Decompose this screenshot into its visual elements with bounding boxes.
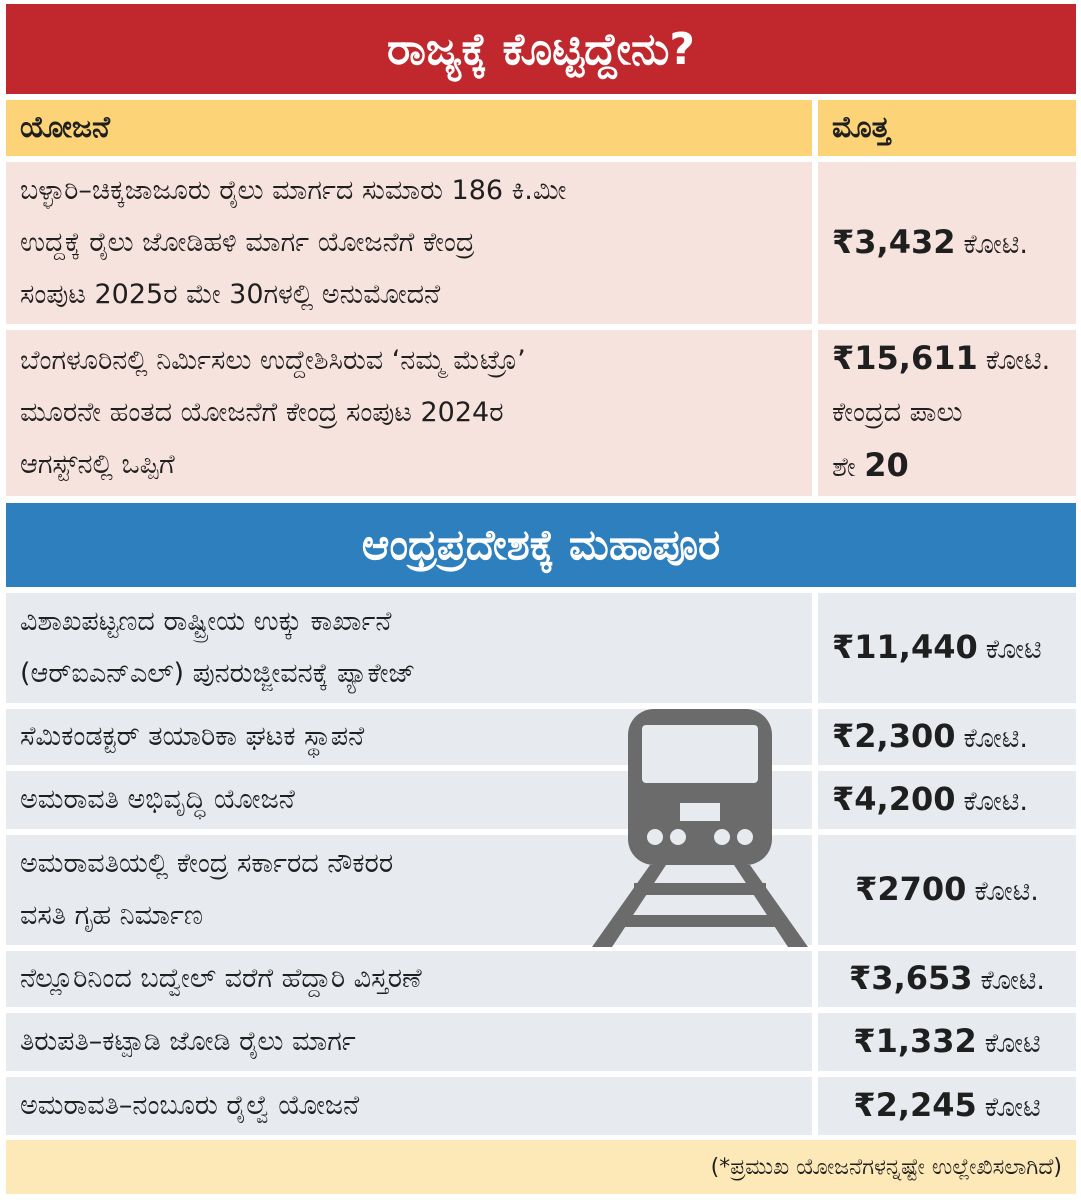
amount-value: ₹1,332 ಕೋಟಿ	[853, 1021, 1041, 1060]
amount-value: ₹3,653 ಕೋಟಿ.	[849, 958, 1045, 997]
amount-value: ₹2700 ಕೋಟಿ.	[855, 869, 1039, 908]
amount-value: ₹4,200 ಕೋಟಿ.	[832, 779, 1028, 818]
table-row	[6, 1013, 1076, 1071]
table-row	[6, 1077, 1076, 1135]
table-row	[6, 771, 1076, 829]
table-row	[6, 835, 1076, 945]
scheme-description: ಅಮರಾವತಿಯಲ್ಲಿ ಕೇಂದ್ರ ಸರ್ಕಾರದ ನೌಕರರ ವಸತಿ ಗೃಹ ನಿರ್ಮಾಣ	[20, 848, 394, 931]
scheme-description: ತಿರುಪತಿ–ಕಟ್ಪಾಡಿ ಜೋಡಿ ರೈಲು ಮಾರ್ಗ	[6, 1013, 812, 1071]
central-share-value: ಶೇ 20	[832, 446, 909, 484]
table-header	[6, 100, 1076, 156]
table-row	[6, 951, 1076, 1007]
scheme-description: ನೆಲ್ಲೂರಿನಿಂದ ಬದ್ವೇಲ್ ವರೆಗೆ ಹೆದ್ದಾರಿ ವಿಸ್ತರಣೆ	[6, 951, 812, 1007]
amount-column-header: ಮೊತ್ತ	[818, 100, 1076, 156]
karnataka-title: ರಾಜ್ಯಕ್ಕೆ ಕೊಟ್ಟಿದ್ದೇನು?	[6, 4, 1076, 94]
table-row	[6, 162, 1076, 324]
amount-value: ₹3,432 ಕೋಟಿ.	[832, 222, 1028, 261]
scheme-description: ಸೆಮಿಕಂಡಕ್ಟರ್ ತಯಾರಿಕಾ ಘಟಕ ಸ್ಥಾಪನೆ	[6, 709, 812, 765]
footnote: (*ಪ್ರಮುಖ ಯೋಜನೆಗಳನ್ನಷ್ಟೇ ಉಲ್ಲೇಖಿಸಲಾಗಿದೆ)	[6, 1140, 1076, 1194]
scheme-column-header: ಯೋಜನೆ	[6, 100, 812, 156]
amount-value: ₹15,611 ಕೋಟಿ. ಕೇಂದ್ರದ ಪಾಲು ಶೇ 20	[832, 332, 1050, 494]
table-row	[6, 330, 1076, 496]
central-share-label: ಕೇಂದ್ರದ ಪಾಲು	[832, 397, 963, 428]
scheme-description: ಅಮರಾವತಿ ಅಭಿವೃದ್ಧಿ ಯೋಜನೆ	[6, 771, 812, 829]
scheme-description: ಬೆಂಗಳೂರಿನಲ್ಲಿ ನಿರ್ಮಿಸಲು ಉದ್ದೇಶಿಸಿರುವ ‘ನಮ್ಮ ಮೆಟ್ರೊ’ ಮೂರನೇ ಹಂತದ ಯೋಜನೆಗೆ ಕೇಂದ್ರ ಸಂಪುಟ 2024ರ ಆಗಸ್ಟ್‌ನಲ್ಲಿ ಒಪ್ಪಿಗೆ	[20, 345, 526, 480]
train-icon	[590, 705, 810, 947]
scheme-description: ಬಳ್ಳಾರಿ–ಚಿಕ್ಕಜಾಜೂರು ರೈಲು ಮಾರ್ಗದ ಸುಮಾರು 186 ಕಿ.ಮೀ ಉದ್ದಕ್ಕೆ ರೈಲು ಜೋಡಿಹಳಿ ಮಾರ್ಗ ಯೋಜನೆಗೆ ಕೇಂದ್ರ ಸಂಪುಟ 2025ರ ಮೇ 30ಗಳಲ್ಲಿ ಅನುಮೋದನೆ	[20, 175, 567, 310]
table-row	[6, 709, 1076, 765]
amount-value: ₹11,440 ಕೋಟಿ	[832, 627, 1042, 666]
amount-value: ₹2,245 ಕೋಟಿ	[853, 1085, 1041, 1124]
scheme-description: ವಿಶಾಖಪಟ್ಟಣದ ರಾಷ್ಟ್ರೀಯ ಉಕ್ಕು ಕಾರ್ಖಾನೆ (ಆರ್‌ಐಎನ್‌ಎಲ್) ಪುನರುಜ್ಜೀವನಕ್ಕೆ ಪ್ಯಾಕೇಜ್	[20, 606, 416, 689]
andhra-title: ಆಂಧ್ರಪ್ರದೇಶಕ್ಕೆ ಮಹಾಪೂರ	[6, 503, 1076, 587]
scheme-description: ಅಮರಾವತಿ–ನಂಬೂರು ರೈಲ್ವೆ ಯೋಜನೆ	[6, 1077, 812, 1135]
amount-value: ₹2,300 ಕೋಟಿ.	[832, 716, 1028, 755]
table-row	[6, 593, 1076, 703]
